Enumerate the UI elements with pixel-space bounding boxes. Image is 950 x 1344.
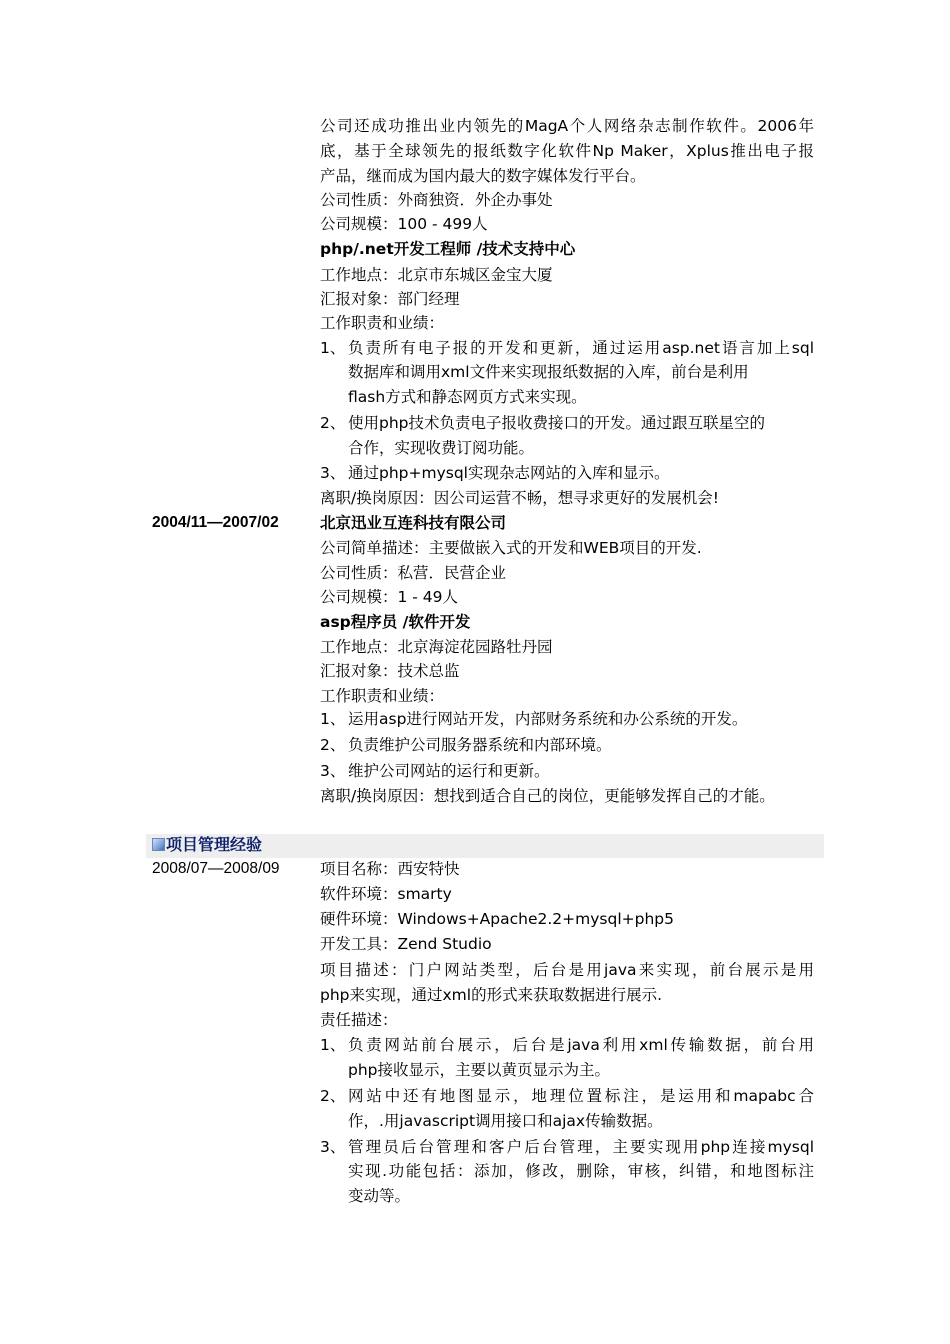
position-title: php/.net开发工程师 /技术支持中心 [320,240,576,258]
duty-number: 3、 [320,762,346,780]
project-date-range: 2008/07—2008/09 [152,860,280,877]
resp-number: 2、 [320,1087,346,1105]
duties-label: 工作职责和业绩： [320,687,445,705]
duty-number: 1、 [320,339,346,357]
duty-number: 2、 [320,414,346,432]
company-scale: 公司规模：1 - 49人 [320,588,459,606]
duty-number: 3、 [320,464,346,482]
resp-line: php接收显示，主要以黄页显示为主。 [348,1061,611,1079]
job-date-range: 2004/11—2007/02 [152,514,279,531]
duty-line: flash方式和静态网页方式来实现。 [348,388,587,406]
duties-label: 工作职责和业绩： [320,314,445,332]
duty-line: 通过php+mysql实现杂志网站的入库和显示。 [348,464,670,482]
duty-line: 使用php技术负责电子报收费接口的开发。通过跟互联星空的 [348,414,766,432]
company-name: 北京迅业互连科技有限公司 [320,514,507,532]
project-description-line: 项目描述：门户网站类型，后台是用java来实现，前台展示是用 [320,961,814,979]
company-nature: 公司性质：外商独资．外企办事处 [320,191,553,209]
duty-line: 合作，实现收费订阅功能。 [348,439,535,457]
resp-line: 实现.功能包括：添加，修改，删除，审核，纠错，和地图标注 [348,1162,814,1180]
work-location: 工作地点：北京市东城区金宝大厦 [320,266,553,284]
company-nature: 公司性质：私营．民营企业 [320,564,507,582]
resp-line: 网站中还有地图显示，地理位置标注，是运用和mapabc合 [348,1087,814,1105]
work-location: 工作地点：北京海淀花园路牡丹园 [320,638,553,656]
section-title: 项目管理经验 [166,835,263,854]
company-scale: 公司规模：100 - 499人 [320,215,488,233]
company-intro-line-3: 产品，继而成为国内最大的数字媒体发行平台。 [320,167,646,185]
dev-tools: 开发工具：Zend Studio [320,935,492,953]
duty-line: 负责所有电子报的开发和更新，通过运用asp.net语言加上sql [348,339,814,357]
company-intro-line-1: 公司还成功推出业内领先的MagA个人网络杂志制作软件。2006年 [320,117,814,135]
resp-line: 管理员后台管理和客户后台管理，主要实现用php连接mysql [348,1138,814,1156]
resp-number: 1、 [320,1036,346,1054]
duty-line: 运用asp进行网站开发，内部财务系统和办公系统的开发。 [348,710,748,728]
hardware-environment: 硬件环境：Windows+Apache2.2+mysql+php5 [320,910,674,928]
duty-line: 维护公司网站的运行和更新。 [348,762,550,780]
section-image-icon [152,838,165,851]
resp-line: 作，.用javascript调用接口和ajax传输数据。 [348,1112,663,1130]
company-description: 公司简单描述：主要做嵌入式的开发和WEB项目的开发. [320,539,702,557]
leave-reason: 离职/换岗原因：因公司运营不畅，想寻求更好的发展机会! [320,489,719,507]
duty-line: 负责维护公司服务器系统和内部环境。 [348,736,612,754]
resp-line: 负责网站前台展示，后台是java利用xml传输数据，前台用 [348,1036,814,1054]
resp-number: 3、 [320,1138,346,1156]
duty-number: 2、 [320,736,346,754]
leave-reason: 离职/换岗原因：想找到适合自己的岗位，更能够发挥自己的才能。 [320,787,775,805]
position-title: asp程序员 /软件开发 [320,613,471,631]
software-environment: 软件环境：smarty [320,885,452,903]
duty-number: 1、 [320,710,346,728]
resp-line: 变动等。 [348,1187,411,1205]
report-to: 汇报对象：技术总监 [320,662,460,680]
project-name: 项目名称：西安特快 [320,860,460,878]
project-description-line: php来实现，通过xml的形式来获取数据进行展示. [320,986,663,1004]
responsibility-label: 责任描述： [320,1011,398,1029]
duty-line: 数据库和调用xml文件来实现报纸数据的入库，前台是利用 [348,363,749,381]
report-to: 汇报对象：部门经理 [320,290,460,308]
company-intro-line-2: 底，基于全球领先的报纸数字化软件Np Maker，Xplus推出电子报 [320,142,814,160]
